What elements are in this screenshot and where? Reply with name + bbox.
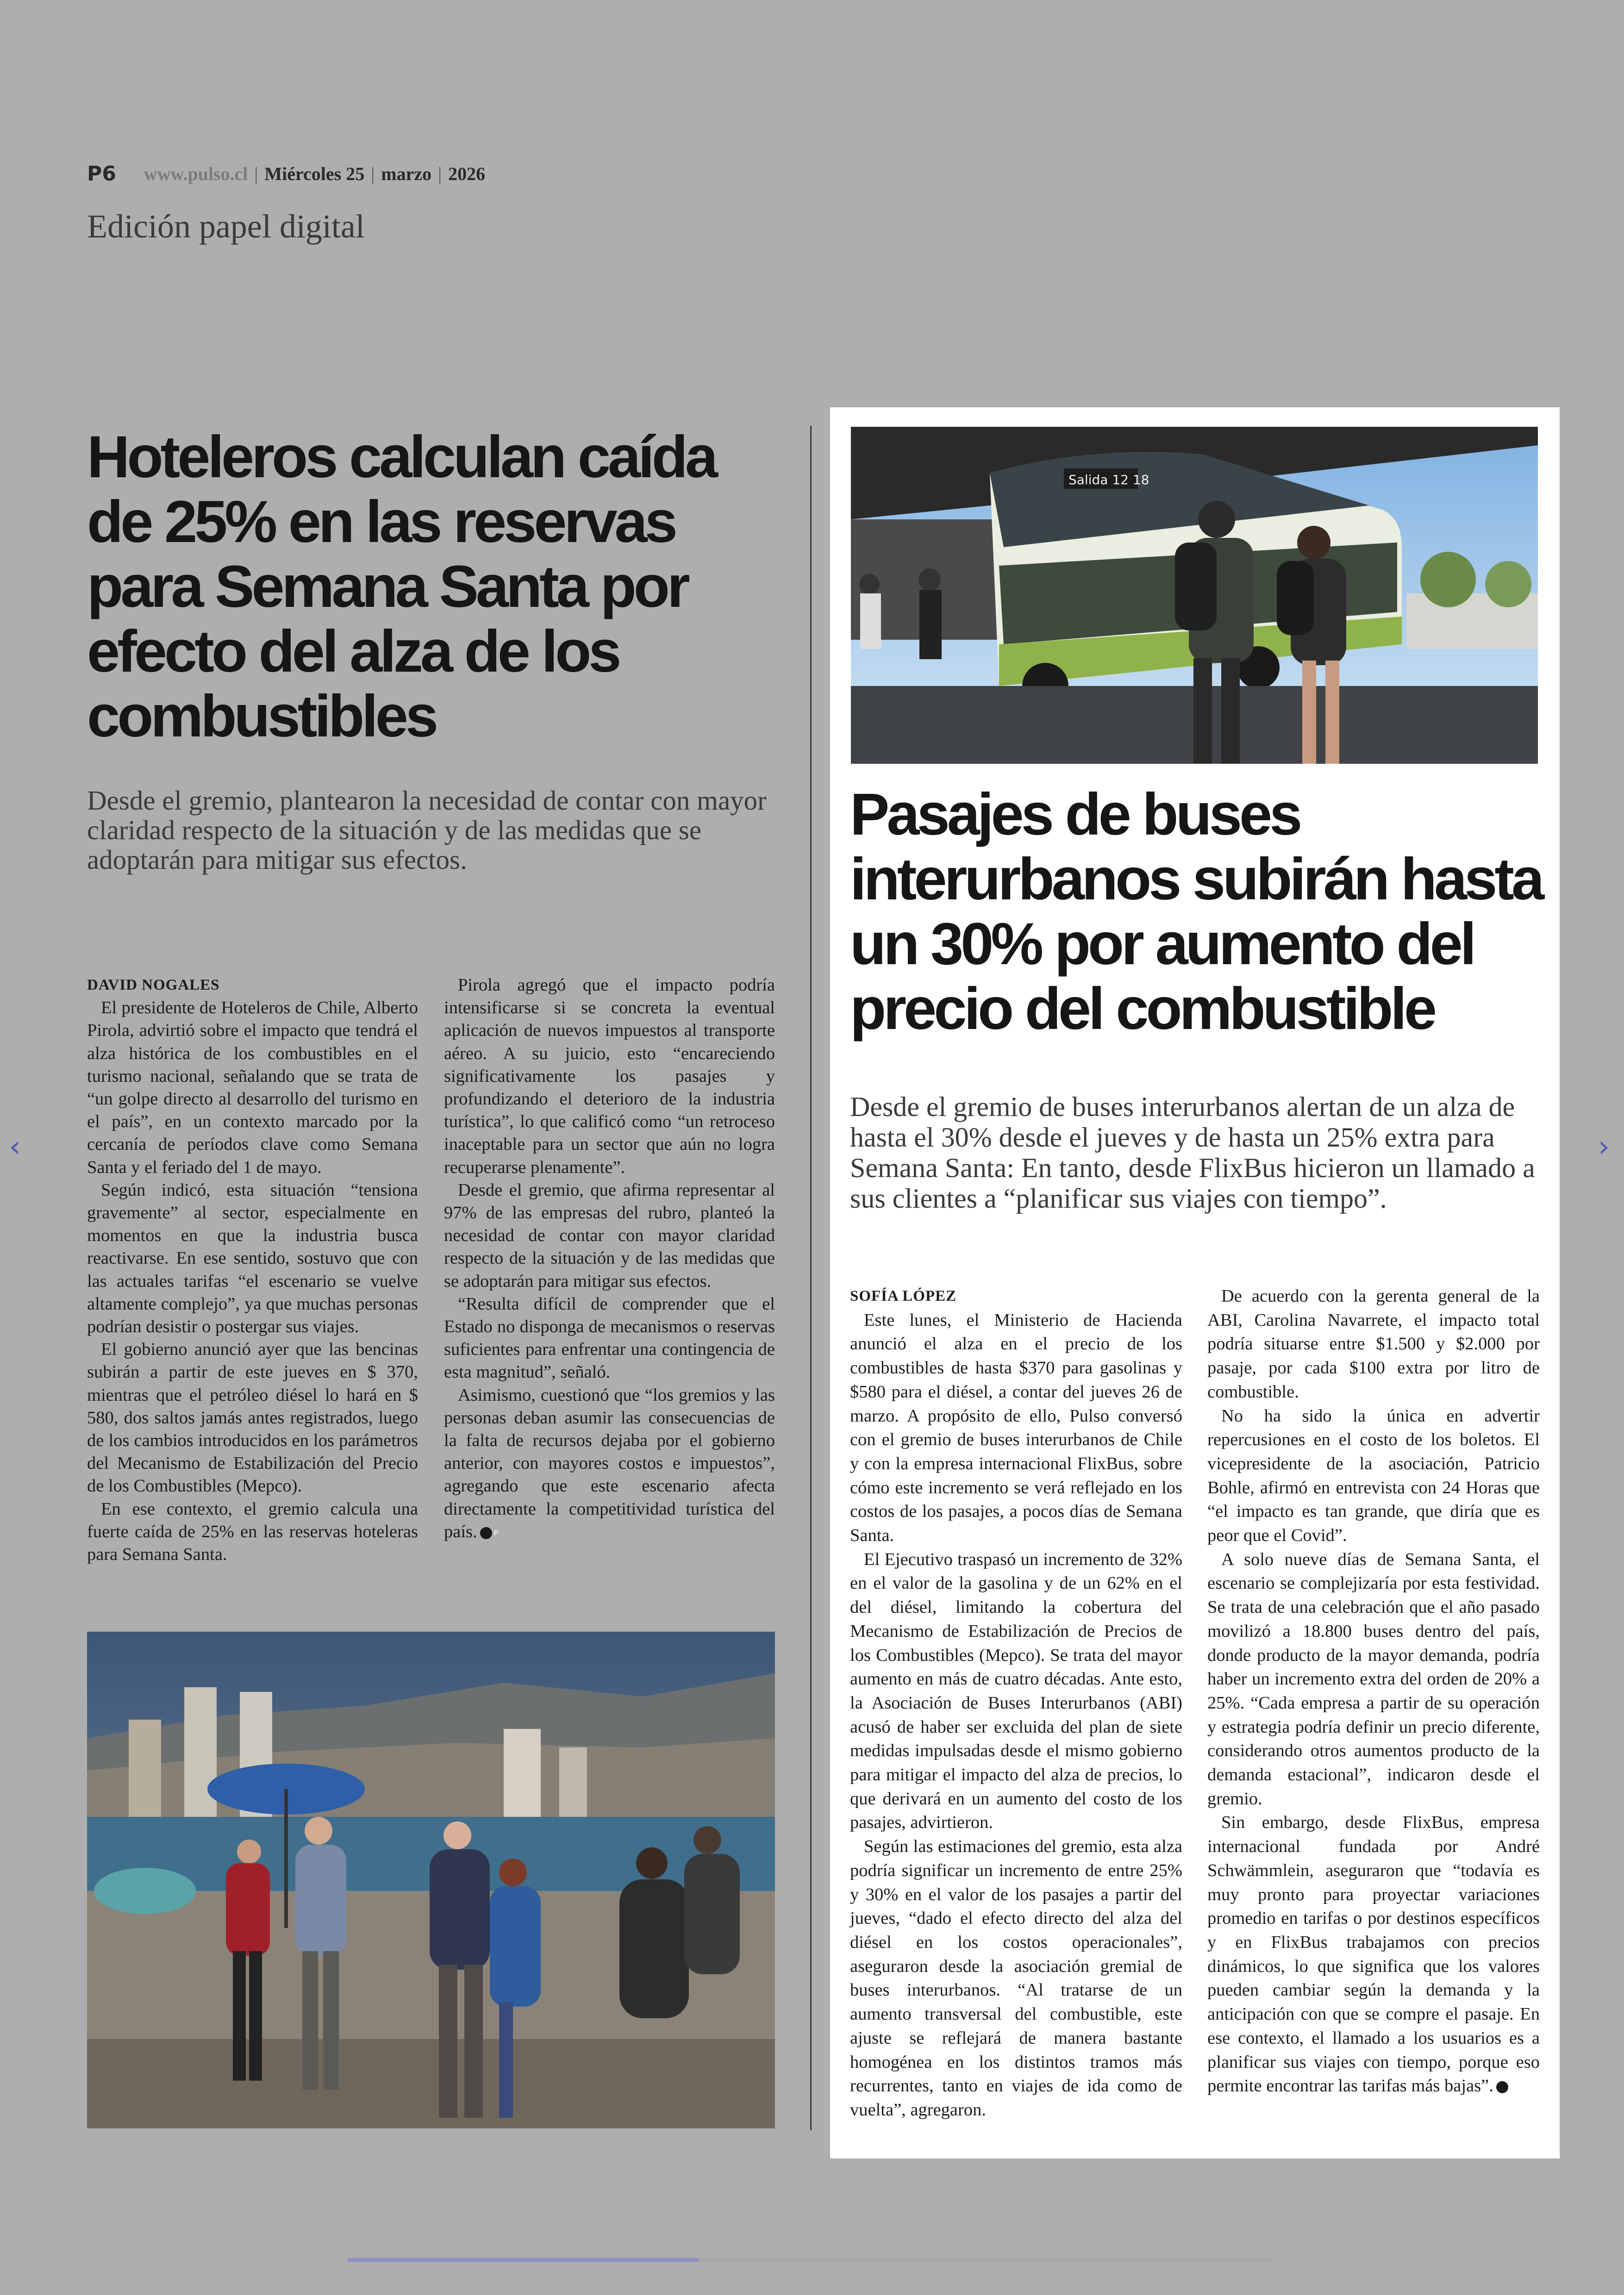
left-story-paragraph: “Resulta difícil de comprender que el Estado no disponga de mecanismos o reservas suficientes para enfrentar una contingencia de esta magnitud”, señaló. xyxy=(444,1294,775,1382)
left-story-paragraph xyxy=(444,1384,775,1543)
right-story-body xyxy=(850,1285,1540,2132)
right-story-paragraph: Este lunes, el Ministerio de Hacienda anunció el alza en el precio de los combustibles de hasta $370 para gasolinas y $580 para el diésel, a contar del jueves 26 de marzo. A propósito de ello, Pulso conversó con el gremio de buses interurbanos de Chile y con la empresa internacional FlixBus, sobre cómo este incremento se verá reflejado en los costos de los pasajes, a pocos días de Semana Santa. xyxy=(850,1310,1182,1546)
bus-destination-sign: Salida 12 18 xyxy=(1068,472,1149,487)
right-story-paragraph: A solo nueve días de Semana Santa, el escenario se complejizaría por esta festividad. Se trata de una celebración que el año pasado movilizó a 18.800 buses dentro del país, donde producto de la mayor demanda, podría haber un incremento extra del orden de 20% a 25%. “Cada empresa a partir de su operación y estrategia podría definir un precio diferente, considerando otros aumentos producto de la demanda estacional”, indicaron desde el gremio. xyxy=(1207,1549,1540,1809)
left-story-subtitle: Desde el gremio, plantearon la necesidad de contar con mayor claridad respecto de la situación y de las medidas que se adoptarán para mitigar sus efectos. xyxy=(87,785,767,875)
column-divider xyxy=(810,426,812,2130)
right-story-byline: SOFÍA LÓPEZ xyxy=(850,1288,957,1304)
left-story-paragraph: Desde el gremio, que afirma representar al 97% de las empresas del rubro, planteó la necesidad de contar con mayor claridad respecto de la situación y de las medidas que se adoptarán para mitigar sus efectos. xyxy=(444,1180,775,1291)
header-separator: | xyxy=(371,163,375,184)
previous-page-chevron-icon[interactable]: ‹ xyxy=(9,1129,21,1163)
header-separator: | xyxy=(254,163,258,184)
date-year: 2026 xyxy=(448,163,486,184)
left-story-paragraph: El presidente de Hoteleros de Chile, Alberto Pirola, advirtió sobre el impacto que tendrá el alza histórica de los combustibles en el turismo nacional, señalando que se trata de “un golpe directo al desarrollo del turismo en el país”, en un contexto marcado por la cercanía de períodos clave como Semana Santa y el feriado del 1 de mayo. xyxy=(87,998,418,1177)
end-mark-icon: P xyxy=(1496,2081,1508,2093)
left-story-last-paragraph-text: Asimismo, cuestionó que “los gremios y las personas deban asumir las consecuencias de la falta de recursos dejaba por el gobierno anterior, con mayores costos e impuestos”, agregando que este escenario afecta directamente la competitividad turística del país. xyxy=(444,1385,775,1541)
right-story-paragraph: Según las estimaciones del gremio, esta alza podría significar un incremento de entre 25% y 30% en el valor de los pasajes a partir del jueves, “dado el efecto directo del alza del diésel en los costos operacionales”, aseguraron desde la asociación gremial de buses interurbanos. “Al tratarse de un aumento transversal del combustible, este ajuste se reflejará de manera bastante homogénea en los distintos tramos más recurrentes, tanto en viajes de ida como de vuelta”, agregaron. xyxy=(850,1837,1182,2120)
left-story-body xyxy=(87,974,775,1599)
page-scroll-progress-fill[interactable] xyxy=(347,2258,699,2262)
left-story-headline: Hoteleros calculan caída de 25% en las reservas para Semana Santa por efecto del alza de los combustibles xyxy=(87,424,716,749)
right-story-headline: Pasajes de buses interurbanos subirán hasta un 30% por aumento del precio del combustible xyxy=(850,781,1542,1042)
left-story-byline: DAVID NOGALES xyxy=(87,977,220,993)
header-separator: | xyxy=(438,163,442,184)
left-story-paragraph: Pirola agregó que el impacto podría intensificarse si se concreta la eventual aplicación de nuevos impuestos al transporte aéreo. A su juicio, esto “encareciendo significativamente los pasajes y profundizando el deterioro de la industria turística”, lo que calificó como “un retroceso inaceptable para un sector que aún no logra recuperarse plenamente”. xyxy=(444,975,775,1177)
right-story-subtitle: Desde el gremio de buses interurbanos alertan de un alza de hasta el 30% desde el jueves y de hasta un 25% extra para Semana Santa: En tanto, desde FlixBus hicieron un llamado a sus clientes a “planificar sus viajes con tiempo”. xyxy=(850,1091,1535,1214)
right-story-paragraph: El Ejecutivo traspasó un incremento de 32% en el valor de la gasolina y de un 62% en el del diésel, limitando la cobertura del Mecanismo de Estabilización de Precios de los Combustibles (Mepco). Se trata del mayor aumento en más de cuatro décadas. Ante esto, la Asociación de Buses Interurbanos (ABI) acusó de haber ser excluida del plan de siete medidas impulsadas desde el mismo gobierno para mitigar el impacto del alza de precios, lo que derivará en un aumento del costo de los pasajes, advirtieron. xyxy=(850,1549,1182,1833)
left-story-paragraph: El gobierno anunció ayer que las bencinas subirán a partir de este jueves en $ 370, mientras que el petróleo diésel lo hará en $ 580, dos saltos jamás antes registrados, luego de los cambios introducidos en los parámetros del Mecanismo de Estabilización del Precio de los Combustibles (Mepco). xyxy=(87,1340,418,1496)
page-header xyxy=(87,162,485,186)
date-day: Miércoles 25 xyxy=(264,163,365,184)
right-story-paragraph: De acuerdo con la gerenta general de la ABI, Carolina Navarrete, el impacto total podría situarse entre $1.500 y $2.000 por pasaje, por cada $100 extra por litro de combustible. xyxy=(1207,1286,1540,1402)
edition-label: Edición papel digital xyxy=(87,208,365,245)
tourists-promenade-photo xyxy=(87,1632,775,2128)
left-story-paragraph: Según indicó, esta situación “tensiona gravemente” al sector, especialmente en momentos en que la industria busca reactivarse. En ese sentido, sostuvo que con las actuales tarifas “el escenario se vuelve altamente complejo”, ya que muchas personas podrían desistir o postergar sus viajes. xyxy=(87,1180,418,1337)
bus-terminal-photo xyxy=(851,427,1538,764)
date-month: marzo xyxy=(381,163,432,184)
next-page-chevron-icon[interactable]: › xyxy=(1598,1129,1610,1163)
end-mark-icon: P xyxy=(480,1527,492,1539)
bus-terminal-illustration xyxy=(851,427,1538,764)
right-story-paragraph: No ha sido la única en advertir repercusiones en el costo de los boletos. El vicepresidente de la asociación, Patricio Bohle, afirmó en entrevista con 24 Horas que “el impacto es tan grande, que diría que es peor que el Covid”. xyxy=(1207,1406,1540,1546)
left-story-paragraph: En ese contexto, el gremio calcula una fuerte caída de 25% en las reservas hoteleras para Semana Santa. xyxy=(87,1499,418,1565)
tourists-promenade-illustration xyxy=(87,1632,775,2128)
right-story-paragraph xyxy=(1207,1811,1540,2098)
site-url[interactable]: www.pulso.cl xyxy=(144,163,248,184)
page-number: P6 xyxy=(87,162,116,186)
right-story-last-paragraph-text: Sin embargo, desde FlixBus, empresa internacional fundada por André Schwämmlein, aseguraron que “todavía es muy pronto para proyectar variaciones promedio en tarifas o por destinos específicos y en FlixBus trabajamos con precios dinámicos, lo que significa que los valores pueden cambiar según la demanda y la anticipación con que se compre el pasaje. En ese contexto, el llamado a los usuarios es a planificar sus viajes con tiempo, porque eso permite encontrar las tarifas más bajas”. xyxy=(1207,1813,1540,2096)
